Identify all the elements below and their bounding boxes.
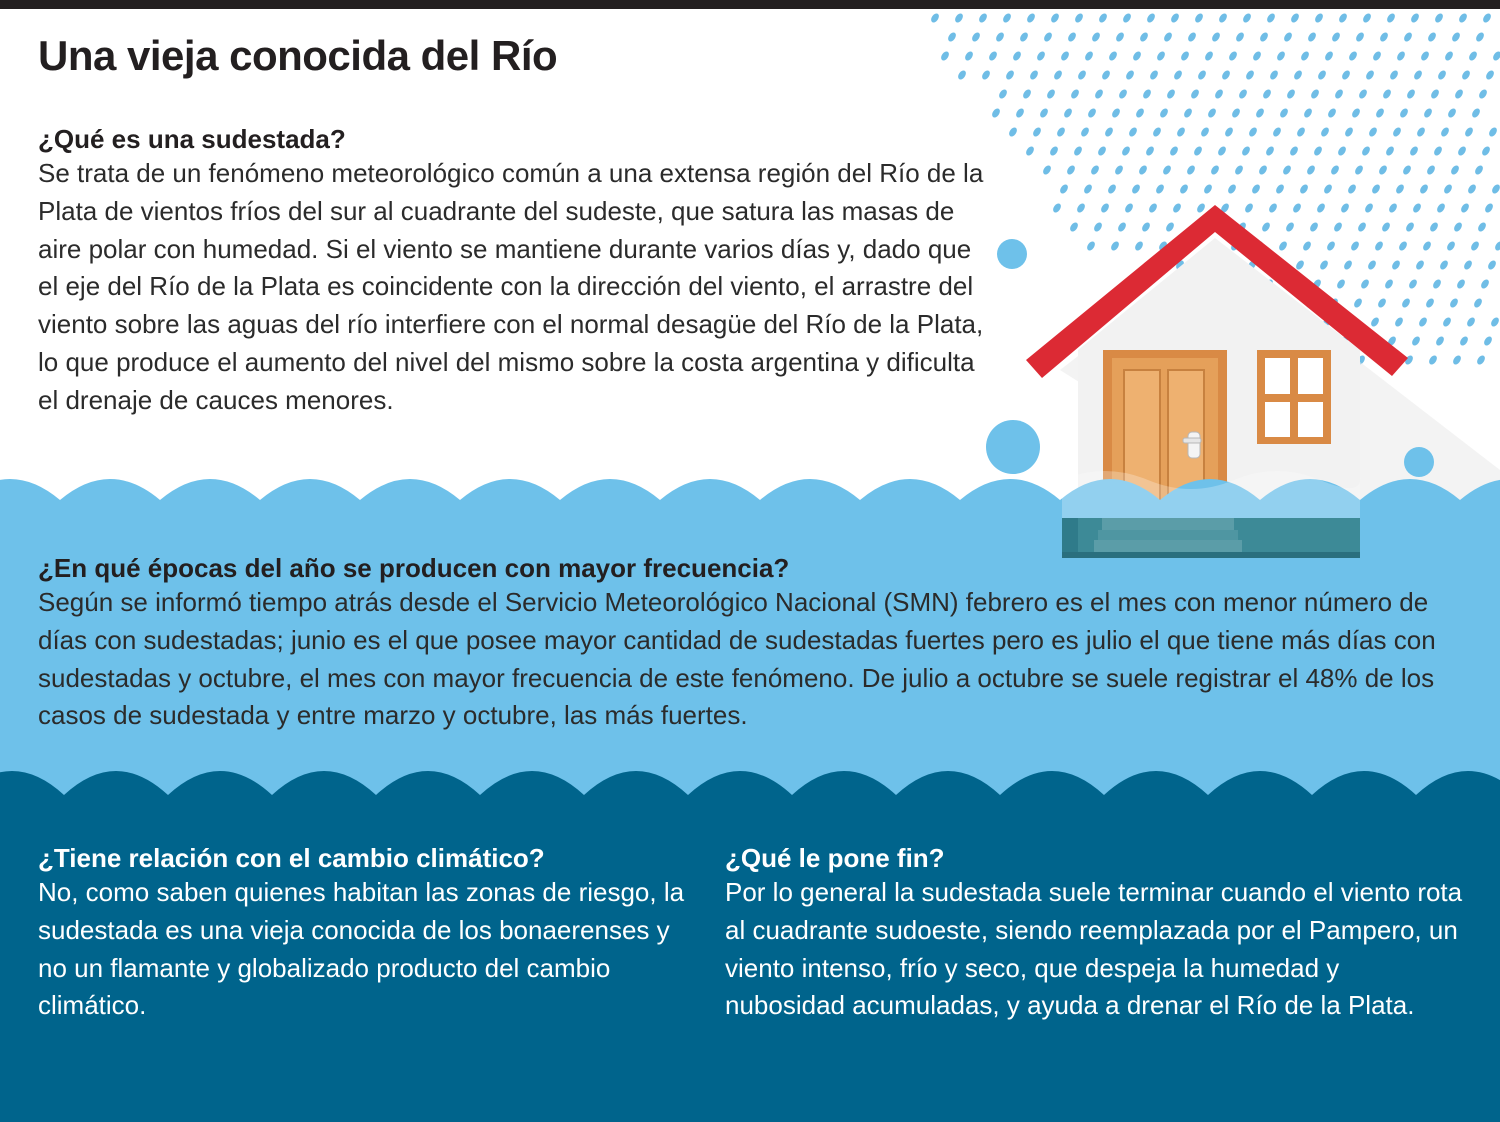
section-when (38, 552, 1478, 735)
page-title: Una vieja conocida del Río (38, 32, 558, 79)
bubble-icon (986, 420, 1040, 474)
section-body: Según se informó tiempo atrás desde el Servicio Meteorológico Nacional (SMN) febrero es el mes con menor número de días con sudestadas; junio es el que posee mayor cantidad de sudestadas fuertes pero es julio el que tiene más días con sudestadas y octubre, el mes con mayor frecuencia de este fenómeno. De julio a octubre se suele registrar el 48% de los casos de sudestada y entre marzo y octubre, las más fuertes. (38, 587, 1436, 731)
section-climate (38, 842, 698, 1025)
top-rule (0, 0, 1500, 9)
section-heading: ¿Tiene relación con el cambio climático? (38, 843, 545, 873)
section-heading: ¿Qué le pone fin? (725, 843, 945, 873)
section-heading: ¿En qué épocas del año se producen con mayor frecuencia? (38, 553, 790, 583)
section-body: Por lo general la sudestada suele terminar cuando el viento rota al cuadrante sudoeste, siendo reemplazada por el Pampero, un viento intenso, frío y seco, que despeja la humedad y nubosidad acumuladas, y ayuda a drenar el Río de la Plata. (725, 877, 1463, 1021)
section-what (38, 123, 988, 420)
bubble-icon (997, 239, 1027, 269)
section-end (725, 842, 1465, 1025)
section-body: No, como saben quienes habitan las zonas de riesgo, la sudestada es una vieja conocida de los bonaerenses y no un flamante y globalizado producto del cambio climático. (38, 877, 685, 1021)
section-body: Se trata de un fenómeno meteorológico común a una extensa región del Río de la Plata de vientos fríos del sur al cuadrante del sudeste, que satura las masas de aire polar con humedad. Si el viento se mantiene durante varios días y, dado que el eje del Río de la Plata es coincidente con la dirección del viento, el arrastre del viento sobre las aguas del río interfiere con el normal desagüe del Río de la Plata, lo que produce el aumento del nivel del mismo sobre la costa argentina y dificulta el drenaje de cauces menores. (38, 158, 984, 415)
section-heading: ¿Qué es una sudestada? (38, 124, 346, 154)
bubble-icon (1404, 447, 1434, 477)
